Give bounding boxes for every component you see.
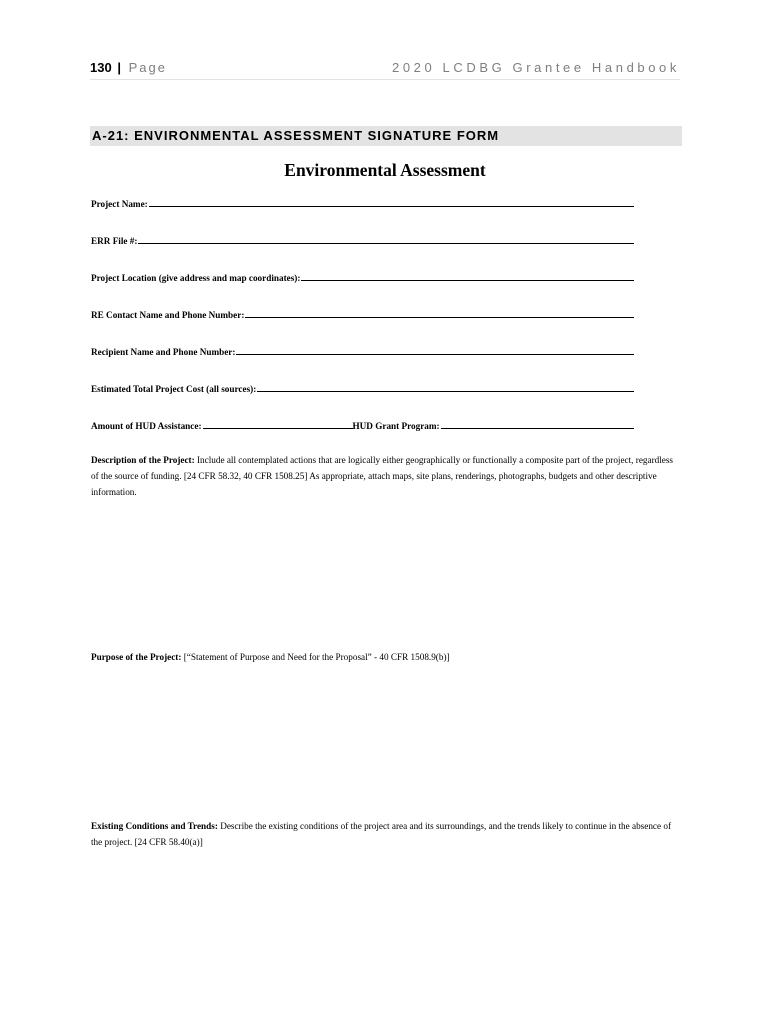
project-name-field[interactable] <box>91 193 634 209</box>
description-text: Include all contemplated actions that are logically either geographically or functionally a composite part of the project, regardless of the source of funding. [24 CFR 58.32, 40 CFR 1508.25] As appropriate, attach maps, site plans, renderings, photographs, budgets and other descriptive information. <box>91 455 674 497</box>
handbook-title: 2020 LCDBG Grantee Handbook <box>392 60 680 75</box>
header-separator: | <box>117 60 123 75</box>
description-label: Description of the Project: <box>91 455 195 465</box>
existing-conditions-paragraph <box>91 818 676 850</box>
total-cost-field[interactable] <box>91 378 634 394</box>
page-number-value: 130 <box>90 60 112 75</box>
project-location-field[interactable] <box>91 267 634 283</box>
project-location-label: Project Location (give address and map coordinates): <box>91 273 301 283</box>
re-contact-field[interactable] <box>91 304 634 320</box>
section-title: A-21: ENVIRONMENTAL ASSESSMENT SIGNATURE FORM <box>92 128 500 143</box>
hud-field-row <box>91 415 634 431</box>
hud-program-line[interactable] <box>441 428 634 429</box>
section-heading-band <box>90 126 682 146</box>
page-number <box>90 60 167 75</box>
recipient-field[interactable] <box>91 341 634 357</box>
project-name-line[interactable] <box>149 206 634 207</box>
re-contact-line[interactable] <box>245 317 634 318</box>
page-word: Page <box>128 60 167 75</box>
purpose-paragraph <box>91 649 676 665</box>
existing-conditions-label: Existing Conditions and Trends: <box>91 821 218 831</box>
purpose-text: [“Statement of Purpose and Need for the Proposal” - 40 CFR 1508.9(b)] <box>183 652 450 662</box>
err-file-line[interactable] <box>138 243 634 244</box>
description-paragraph <box>91 452 676 500</box>
existing-conditions-text: Describe the existing conditions of the project area and its surroundings, and the trends likely to continue in the absence of the project. [24 CFR 58.40(a)] <box>91 821 672 847</box>
recipient-line[interactable] <box>236 354 634 355</box>
page-header <box>90 59 680 80</box>
project-location-line[interactable] <box>301 280 634 281</box>
hud-assistance-line[interactable] <box>203 428 353 429</box>
project-name-label: Project Name: <box>91 199 148 209</box>
form-title: Environmental Assessment <box>284 160 486 180</box>
hud-program-label: HUD Grant Program: <box>352 421 440 431</box>
purpose-label: Purpose of the Project: <box>91 652 182 662</box>
total-cost-line[interactable] <box>257 391 634 392</box>
err-file-label: ERR File #: <box>91 236 138 246</box>
hud-assistance-label: Amount of HUD Assistance: <box>91 421 202 431</box>
recipient-label: Recipient Name and Phone Number: <box>91 347 236 357</box>
err-file-field[interactable] <box>91 230 634 246</box>
total-cost-label: Estimated Total Project Cost (all sources): <box>91 384 257 394</box>
re-contact-label: RE Contact Name and Phone Number: <box>91 310 245 320</box>
